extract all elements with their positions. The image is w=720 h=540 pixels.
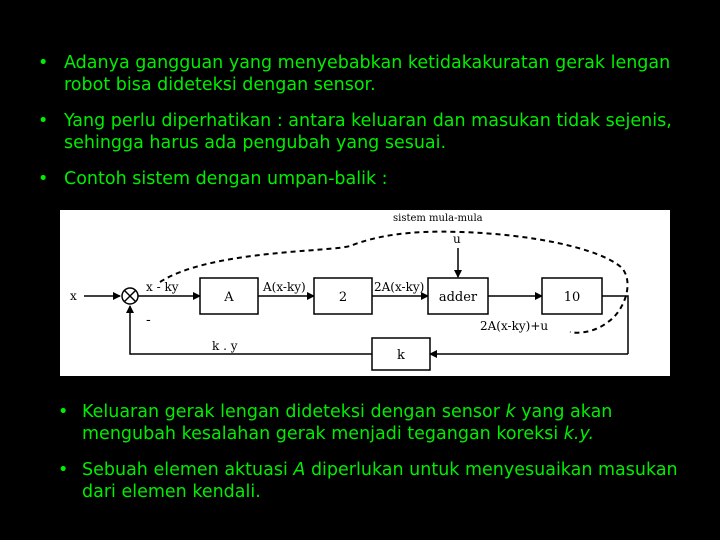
minus-sign: - — [146, 312, 151, 328]
block-adder-label: adder — [438, 290, 478, 305]
bottom-bullet-list — [58, 401, 678, 517]
bullet-item: • Sebuah elemen aktuasi A diperlukan untuk menyesuaikan masukan dari elemen kendali. — [58, 459, 678, 503]
feedback-label: k . y — [212, 339, 238, 353]
system-title: sistem mula-mula — [393, 213, 483, 224]
bullet-item: • Keluaran gerak lengan dideteksi dengan sensor k yang akan mengubah kesalahan gerak menjadi tegangan koreksi k.y. — [58, 401, 678, 445]
bullet-item: • Contoh sistem dengan umpan-balik : — [38, 168, 678, 190]
disturbance-label: u — [453, 232, 461, 246]
bullet-item: • Adanya gangguan yang menyebabkan ketidakakuratan gerak lengan robot bisa dideteksi dengan sensor. — [38, 52, 678, 96]
block-2-label: 2 — [338, 290, 348, 305]
bullet-item: • Yang perlu diperhatikan : antara keluaran dan masukan tidak sejenis, sehingga harus ada pengubah yang sesuai. — [38, 110, 678, 154]
error-label: x - ky — [146, 280, 179, 294]
block-A-label: A — [224, 290, 234, 305]
block-k-label: k — [397, 348, 405, 363]
input-label: x — [70, 289, 77, 303]
after-A-label: A(x-ky) — [263, 280, 306, 294]
top-bullet-list — [38, 52, 678, 204]
after-2-label: 2A(x-ky) — [374, 280, 425, 294]
block-diagram — [60, 210, 670, 376]
block-diagram-svg — [60, 210, 670, 376]
summing-junction — [122, 288, 138, 304]
after-adder-label: 2A(x-ky)+u — [480, 319, 549, 333]
output-line — [602, 296, 628, 354]
block-10-label: 10 — [563, 290, 581, 305]
